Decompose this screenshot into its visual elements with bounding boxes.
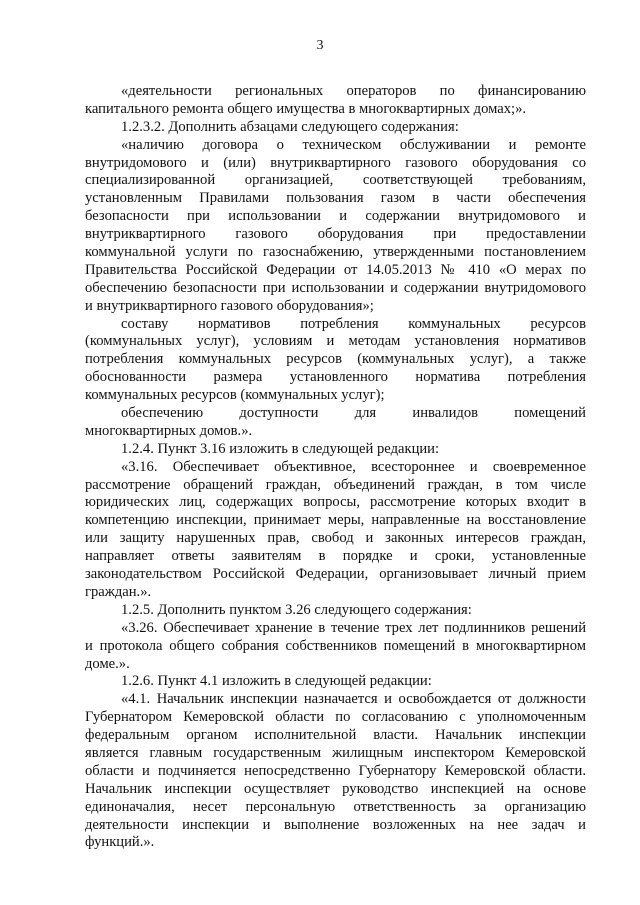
text-line: (коммунальных услуг), условиям и методам установления нормативов bbox=[85, 333, 586, 350]
text-line: 1.2.5. Дополнить пунктом 3.26 следующего содержания: bbox=[121, 601, 472, 618]
text-line: компетенцию инспекции, принимает меры, направленные на восстановление bbox=[85, 512, 586, 529]
text-line: федеральным органом исполнительной власти. Начальник инспекции bbox=[85, 727, 586, 744]
text-line: области и подчиняется непосредственно Губернатору Кемеровской области. bbox=[85, 762, 586, 779]
text-line: и протокола общего собрания собственников помещений в многоквартирном bbox=[85, 637, 586, 654]
text-line: Правительства Российской Федерации от 14.05.2013 № 410 «О мерах по bbox=[85, 261, 586, 278]
page-number: 3 bbox=[316, 38, 324, 53]
text-line: обоснованности размера установленного норматива потребления bbox=[85, 369, 586, 386]
text-line: или защиту нарушенных прав, свобод и законных интересов граждан, bbox=[85, 530, 586, 547]
text-line: доме.». bbox=[85, 655, 130, 672]
text-line: и внутриквартирного газового оборудования»; bbox=[85, 297, 374, 314]
text-line: обеспечению доступности для инвалидов помещений bbox=[121, 405, 586, 422]
text-line: 1.2.4. Пункт 3.16 изложить в следующей редакции: bbox=[121, 440, 440, 457]
text-line: «деятельности региональных операторов по финансированию bbox=[121, 83, 586, 99]
text-line: законодательством Российской Федерации, организовывает личный прием bbox=[85, 566, 586, 583]
text-line: Начальник инспекции осуществляет руководство инспекцией на основе bbox=[85, 780, 586, 797]
document-body bbox=[85, 83, 586, 852]
text-line: граждан.». bbox=[85, 583, 152, 600]
text-line: безопасности при использовании и содержании внутридомового и bbox=[85, 208, 586, 225]
text-line: «3.16. Обеспечивает объективное, всестороннее и своевременное bbox=[121, 458, 586, 475]
text-line: обеспечению безопасности при использовании и содержании внутридомового bbox=[85, 279, 586, 296]
text-line: капитального ремонта общего имущества в многоквартирных домах;». bbox=[85, 100, 527, 117]
text-line: «3.26. Обеспечивает хранение в течение трех лет подлинников решений bbox=[121, 619, 586, 636]
text-line: специализированной организацией, соответствующей требованиям, bbox=[85, 172, 586, 189]
text-line: 1.2.3.2. Дополнить абзацами следующего содержания: bbox=[121, 118, 459, 135]
text-line: внутридомового и (или) внутриквартирного газового оборудования со bbox=[85, 154, 586, 171]
text-line: Губернатором Кемеровской области по согласованию с уполномоченным bbox=[85, 709, 586, 726]
text-line: 1.2.6. Пункт 4.1 изложить в следующей редакции: bbox=[121, 673, 432, 690]
text-line: потребления коммунальных ресурсов (коммунальных услуг), а также bbox=[85, 351, 586, 368]
text-line: многоквартирных домов.». bbox=[85, 422, 253, 439]
text-line: единоначалия, несет персональную ответственность за организацию bbox=[85, 798, 586, 815]
text-line: «наличию договора о техническом обслуживании и ремонте bbox=[121, 136, 586, 153]
text-line: коммунальной услуги по газоснабжению, утвержденными постановлением bbox=[85, 244, 586, 261]
text-line: рассмотрение обращений граждан, объединений граждан, в том числе bbox=[85, 476, 586, 493]
text-line: «4.1. Начальник инспекции назначается и освобождается от должности bbox=[121, 691, 586, 708]
text-line: функций.». bbox=[85, 834, 155, 851]
text-line: внутриквартирного газового оборудования при предоставлении bbox=[85, 226, 586, 243]
text-line: коммунальных ресурсов (коммунальных услуг); bbox=[85, 387, 385, 404]
text-line: деятельности инспекции и выполнение возложенных на нее задач и bbox=[85, 816, 586, 833]
text-line: составу нормативов потребления коммунальных ресурсов bbox=[121, 315, 586, 332]
text-line: установленным Правилами пользования газом в части обеспечения bbox=[85, 190, 586, 207]
text-line: юридических лиц, содержащих вопросы, рассмотрение которых входит в bbox=[85, 494, 586, 511]
text-line: является главным государственным жилищным инспектором Кемеровской bbox=[85, 744, 586, 761]
text-line: направляет ответы заявителям в порядке и сроки, установленные bbox=[85, 548, 586, 565]
